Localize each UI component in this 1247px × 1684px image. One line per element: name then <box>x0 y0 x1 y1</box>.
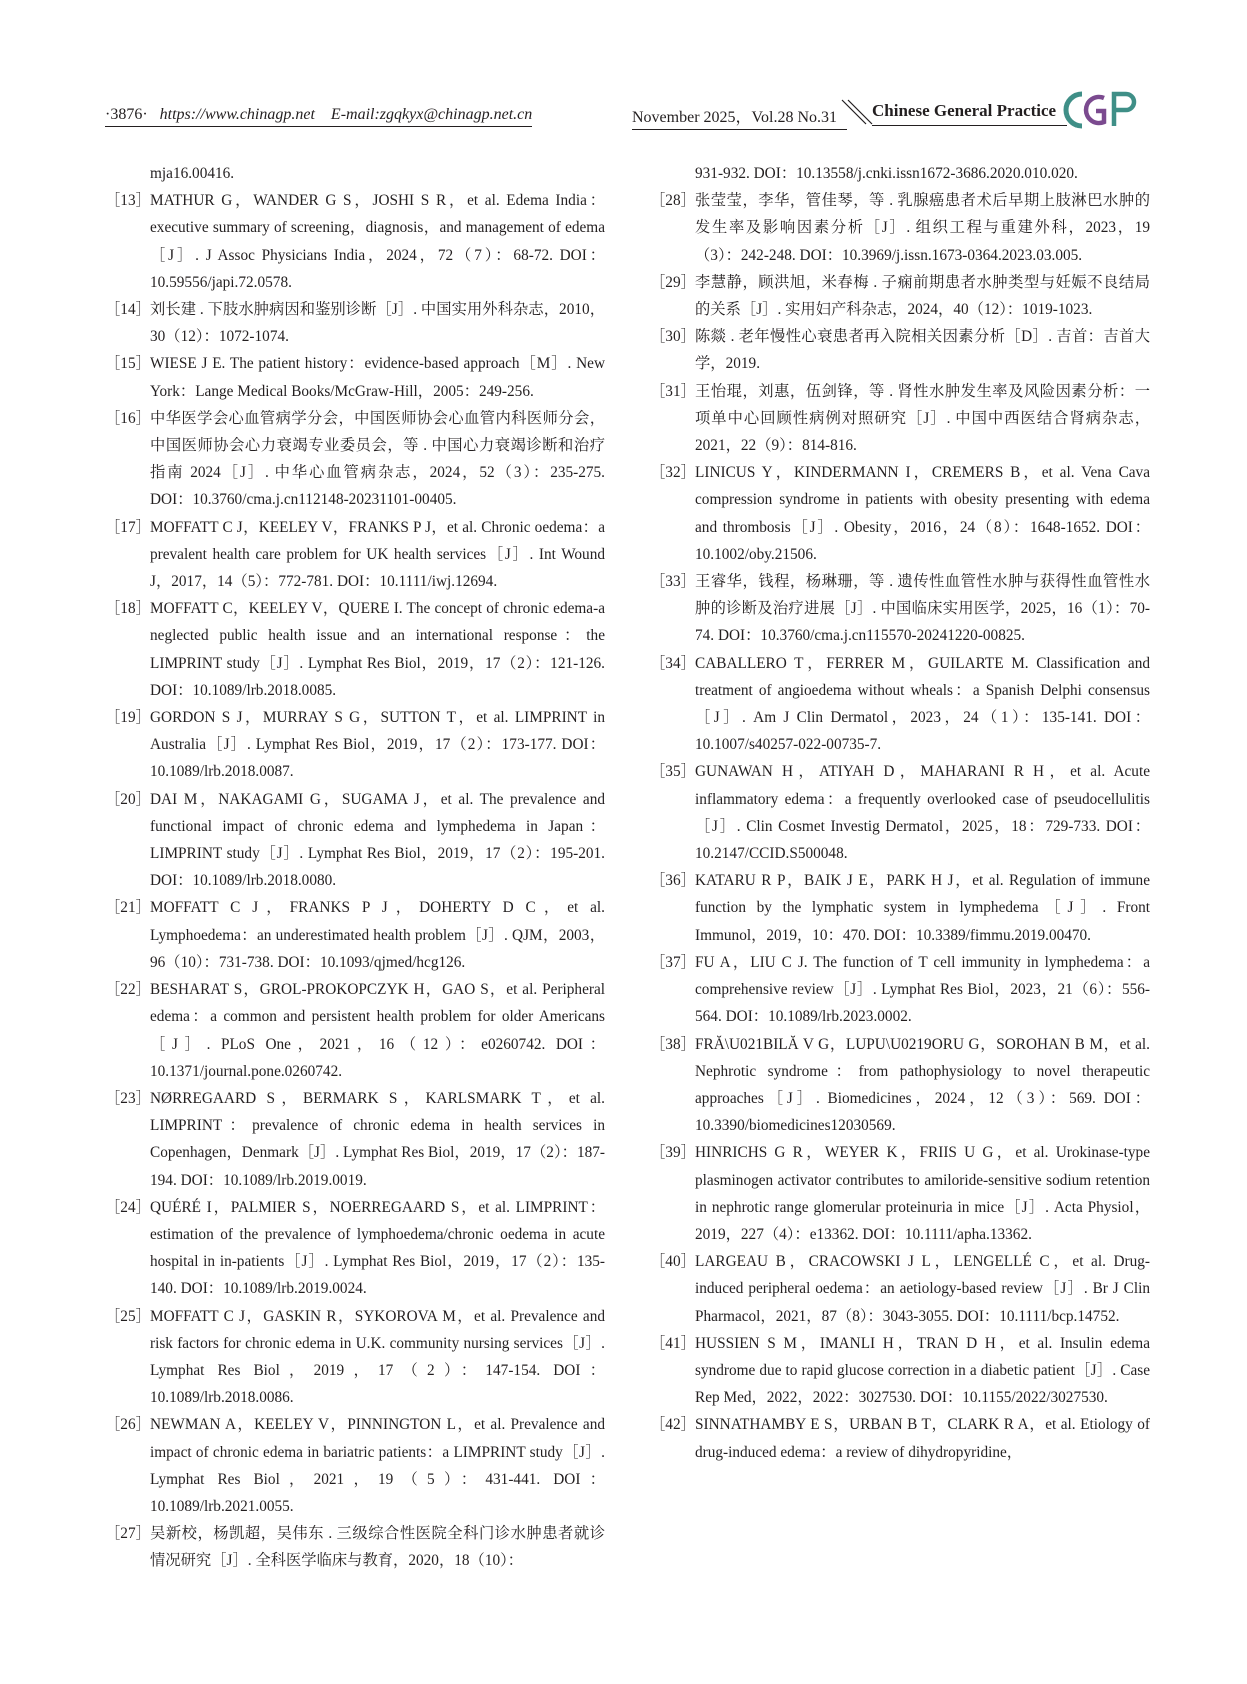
reference-text: 李慧静，顾洪旭，米春梅 . 子痫前期患者水肿类型与妊娠不良结局的关系［J］. 实用妇产科杂志，2024，40（12）：1019-1023. <box>695 273 1150 319</box>
journal-url-link[interactable]: https://www.chinagp.net <box>159 106 315 123</box>
reference-number: ［29］ <box>650 273 696 291</box>
reference-text: LARGEAU B，CRACOWSKI J L，LENGELLÉ C，et al. Drug-induced peripheral oedema：an aetiology-based review［J］. Br J Clin Pharmacol，2021，87（8）：3043-3055. DOI：10.1111/bcp.14752. <box>695 1253 1150 1325</box>
reference-number: ［15］ <box>105 355 151 373</box>
reference-item <box>650 1248 1150 1330</box>
reference-text: QUÉRÉ I，PALMIER S，NOERREGAARD S，et al. LIMPRINT：estimation of the prevalence of lymphoedema/chronic oedema in acute hospital in in-patients［J］. Lymphat Res Biol，2019，17（2）：135-140. DOI：10.1089/lrb.2019.0024. <box>150 1198 605 1298</box>
reference-text: MOFFATT C J，KEELEY V，FRANKS P J，et al. Chronic oedema：a prevalent health care problem for UK health services［J］. Int Wound J，2017，14（5）：772-781. DOI：10.1111/iwj.12694. <box>150 518 605 591</box>
reference-text: LINICUS Y，KINDERMANN I，CREMERS B，et al. Vena Cava compression syndrome in patients with obesity presenting with edema and thrombosis［J］. Obesity，2016，24（8）：1648-1652. DOI：10.1002/oby.21506. <box>695 464 1150 563</box>
reference-item <box>650 867 1150 949</box>
reference-item <box>650 1330 1150 1412</box>
reference-item <box>105 405 605 514</box>
reference-number: ［27］ <box>105 1525 151 1543</box>
reference-text: SINNATHAMBY E S，URBAN B T，CLARK R A，et al. Etiology of drug-induced edema：a review of dihydropyridine， <box>695 1416 1150 1461</box>
reference-number: ［17］ <box>105 518 151 536</box>
reference-text: WIESE J E. The patient history：evidence-based approach［M］. New York：Lange Medical Books/McGraw-Hill，2005：249-256. <box>150 355 605 400</box>
reference-number: ［16］ <box>105 409 151 427</box>
reference-item <box>650 949 1150 1031</box>
reference-text: 王睿华，钱程，杨琳珊，等 . 遗传性血管性水肿与获得性血管性水肿的诊断及治疗进展［J］. 中国临床实用医学，2025，16（1）：70-74. DOI：10.3760/cma.j.cn115570-20241220-00825. <box>695 573 1150 645</box>
reference-number: ［24］ <box>105 1198 151 1216</box>
references-right-column <box>650 160 1150 1466</box>
reference-number: ［42］ <box>650 1416 696 1434</box>
reference-item <box>105 350 605 404</box>
reference-item <box>105 1520 605 1574</box>
reference-number: ［36］ <box>650 872 696 890</box>
reference-number: ［40］ <box>650 1253 696 1271</box>
reference-item <box>105 1411 605 1520</box>
reference-text: BESHARAT S，GROL-PROKOPCZYK H，GAO S，et al. Peripheral edema：a common and persistent health problem for older Americans［J］. PLoS One，2021，16（12）：e0260742. DOI：10.1371/journal.pone.0260742. <box>150 981 605 1080</box>
reference-item <box>650 378 1150 460</box>
reference-text: MOFFATT C J，FRANKS P J，DOHERTY D C，et al. Lymphoedema：an underestimated health problem［J］. QJM，2003，96（10）：731-738. DOI：10.1093/qjmed/hcg126. <box>150 899 605 971</box>
reference-item <box>105 976 605 1085</box>
page-header <box>0 0 1247 140</box>
reference-number: ［26］ <box>105 1416 151 1434</box>
references-left-column <box>105 160 605 1575</box>
reference-number: ［25］ <box>105 1307 151 1325</box>
reference-number: ［30］ <box>650 328 696 346</box>
reference-number: ［38］ <box>650 1035 696 1053</box>
reference-text: MOFFATT C，KEELEY V，QUERE I. The concept of chronic edema-a neglected public health issue and an international response：the LIMPRINT study［J］. Lymphat Res Biol，2019，17（2）：121-126. DOI：10.1089/lrb.2018.0085. <box>150 600 605 699</box>
reference-number: ［41］ <box>650 1334 696 1352</box>
reference-number: ［23］ <box>105 1089 151 1107</box>
reference-text: 张莹莹，李华，管佳琴，等 . 乳腺癌患者术后早期上肢淋巴水肿的发生率及影响因素分析［J］. 组织工程与重建外科，2023，19（3）：242-248. DOI：10.3969/j.issn.1673-0364.2023.03.005. <box>695 192 1150 264</box>
reference-number: ［22］ <box>105 981 151 999</box>
reference-number: ［28］ <box>650 192 696 210</box>
reference-item <box>105 786 605 895</box>
reference-item <box>105 894 605 976</box>
reference-number: ［31］ <box>650 382 696 400</box>
reference-item <box>650 650 1150 759</box>
reference-item <box>105 704 605 786</box>
reference-text: MATHUR G，WANDER G S，JOSHI S R，et al. Edema India：executive summary of screening，diagnosis，and management of edema［J］. J Assoc Physicians India，2024，72（7）：68-72. DOI：10.59556/japi.72.0578. <box>150 192 605 291</box>
reference-text: GUNAWAN H，ATIYAH D，MAHARANI R H，et al. Acute inflammatory edema：a frequently overlooked case of pseudocellulitis［J］. Clin Cosmet Investig Dermatol，2025，18：729-733. DOI：10.2147/CCID.S500048. <box>695 763 1150 863</box>
reference-item <box>105 514 605 596</box>
reference-text: GORDON S J，MURRAY S G，SUTTON T，et al. LIMPRINT in Australia［J］. Lymphat Res Biol，2019，17（2）：173-177. DOI：10.1089/lrb.2018.0087. <box>150 709 605 781</box>
reference-text: 吴新校，杨凯超，吴伟东 . 三级综合性医院全科门诊水肿患者就诊情况研究［J］. 全科医学临床与教育，2020，18（10）： <box>150 1525 605 1570</box>
cgp-logo-icon <box>1060 86 1145 134</box>
reference-item <box>650 323 1150 377</box>
reference-item <box>105 296 605 350</box>
reference-item <box>650 758 1150 867</box>
reference-item <box>105 595 605 704</box>
page-number: ·3876· <box>105 106 148 123</box>
reference-item <box>650 1031 1150 1140</box>
reference-text: FU A，LIU C J. The function of T cell immunity in lymphedema：a comprehensive review［J］. Lymphat Res Biol，2023，21（6）：556-564. DOI：10.1089/lrb.2023.0002. <box>695 953 1150 1026</box>
reference-text: HUSSIEN S M，IMANLI H，TRAN D H，et al. Insulin edema syndrome due to rapid glucose correction in a diabetic patient［J］. Case Rep Med，2022，2022：3027530. DOI：10.1155/2022/3027530. <box>695 1334 1150 1407</box>
reference-item <box>105 1085 605 1194</box>
reference-text: DAI M，NAKAGAMI G，SUGAMA J，et al. The prevalence and functional impact of chronic edema and lymphedema in Japan：LIMPRINT study［J］. Lymphat Res Biol，2019，17（2）：195-201. DOI：10.1089/lrb.2018.0080. <box>150 790 605 890</box>
reference-text: 王怡琨，刘惠，伍剑锋，等 . 肾性水肿发生率及风险因素分析：一项单中心回顾性病例对照研究［J］. 中国中西医结合肾病杂志，2021，22（9）：814-816. <box>695 382 1150 455</box>
reference-number: ［33］ <box>650 573 696 591</box>
reference-number: ［37］ <box>650 953 696 971</box>
journal-email-link[interactable]: E-mail:zgqkyx@chinagp.net.cn <box>330 106 533 123</box>
reference-item <box>650 459 1150 568</box>
reference-text: FRĂ\U021BILĂ V G，LUPU\U0219ORU G，SOROHAN B M，et al. Nephrotic syndrome：from pathophysiology to novel therapeutic approaches［J］. Biomedicines，2024，12（3）：569. DOI：10.3390/biomedicines12030569. <box>695 1035 1150 1135</box>
reference-item <box>650 568 1150 650</box>
reference-item <box>105 187 605 296</box>
reference-number: ［20］ <box>105 790 151 808</box>
issue-info: November 2025，Vol.28 No.31 <box>632 104 847 130</box>
reference-text: NØRREGAARD S，BERMARK S，KARLSMARK T，et al. LIMPRINT：prevalence of chronic edema in health services in Copenhagen，Denmark［J］. Lymphat Res Biol，2019，17（2）：187-194. DOI：10.1089/lrb.2019.0019. <box>150 1089 605 1189</box>
reference-number: ［21］ <box>105 899 151 917</box>
reference-item <box>650 187 1150 269</box>
reference-number: ［32］ <box>650 464 696 482</box>
reference-number: ［39］ <box>650 1144 696 1162</box>
header-slash-decoration <box>840 98 876 128</box>
reference-number: ［14］ <box>105 301 151 319</box>
reference-text: KATARU R P，BAIK J E，PARK H J，et al. Regulation of immune function by the lymphatic system in lymphedema［J］. Front Immunol，2019，10：470. DOI：10.3389/fimmu.2019.00470. <box>695 872 1150 944</box>
reference-text: HINRICHS G R，WEYER K，FRIIS U G，et al. Urokinase-type plasminogen activator contributes to amiloride-sensitive sodium retention in nephrotic range glomerular proteinuria in mice［J］. Acta Physiol，2019，227（4）：e13362. DOI：10.1111/apha.13362. <box>695 1144 1150 1243</box>
reference-item <box>650 269 1150 323</box>
reference-continuation: 931-932. DOI：10.13558/j.cnki.issn1672-3686.2020.010.020. <box>695 165 1078 182</box>
reference-item <box>650 1139 1150 1248</box>
reference-number: ［35］ <box>650 763 696 781</box>
header-left <box>105 106 532 127</box>
reference-item <box>650 1411 1150 1465</box>
reference-text: 刘长建 . 下肢水肿病因和鉴别诊断［J］. 中国实用外科杂志，2010，30（12）：1072-1074. <box>150 301 605 346</box>
reference-item <box>105 1194 605 1303</box>
reference-text: 陈燚 . 老年慢性心衰患者再入院相关因素分析［D］. 吉首：吉首大学，2019. <box>695 328 1150 373</box>
reference-text: 中华医学会心血管病学分会，中国医师协会心血管内科医师分会，中国医师协会心力衰竭专业委员会，等 . 中国心力衰竭诊断和治疗指南 2024［J］. 中华心血管病杂志，2024，52（3）：235-275. DOI：10.3760/cma.j.cn112148-20231101-00405. <box>150 409 605 509</box>
reference-text: MOFFATT C J，GASKIN R，SYKOROVA M，et al. Prevalence and risk factors for chronic edema in U.K. community nursing services［J］. Lymphat Res Biol，2019，17（2）：147-154. DOI：10.1089/lrb.2018.0086. <box>150 1307 605 1407</box>
reference-text: CABALLERO T，FERRER M，GUILARTE M. Classification and treatment of angioedema without wheals：a Spanish Delphi consensus［J］. Am J Clin Dermatol，2023，24（1）：135-141. DOI：10.1007/s40257-022-00735-7. <box>695 654 1150 754</box>
reference-text: NEWMAN A，KEELEY V，PINNINGTON L，et al. Prevalence and impact of chronic edema in bariatric patients：a LIMPRINT study［J］. Lymphat Res Biol，2021，19（5）：431-441. DOI：10.1089/lrb.2021.0055. <box>150 1416 605 1515</box>
reference-continuation: mja16.00416. <box>150 165 235 182</box>
reference-number: ［18］ <box>105 600 151 618</box>
reference-number: ［34］ <box>650 654 696 672</box>
reference-number: ［19］ <box>105 709 151 727</box>
journal-name: Chinese General Practice <box>872 101 1067 126</box>
reference-item <box>105 1303 605 1412</box>
reference-number: ［13］ <box>105 192 151 210</box>
